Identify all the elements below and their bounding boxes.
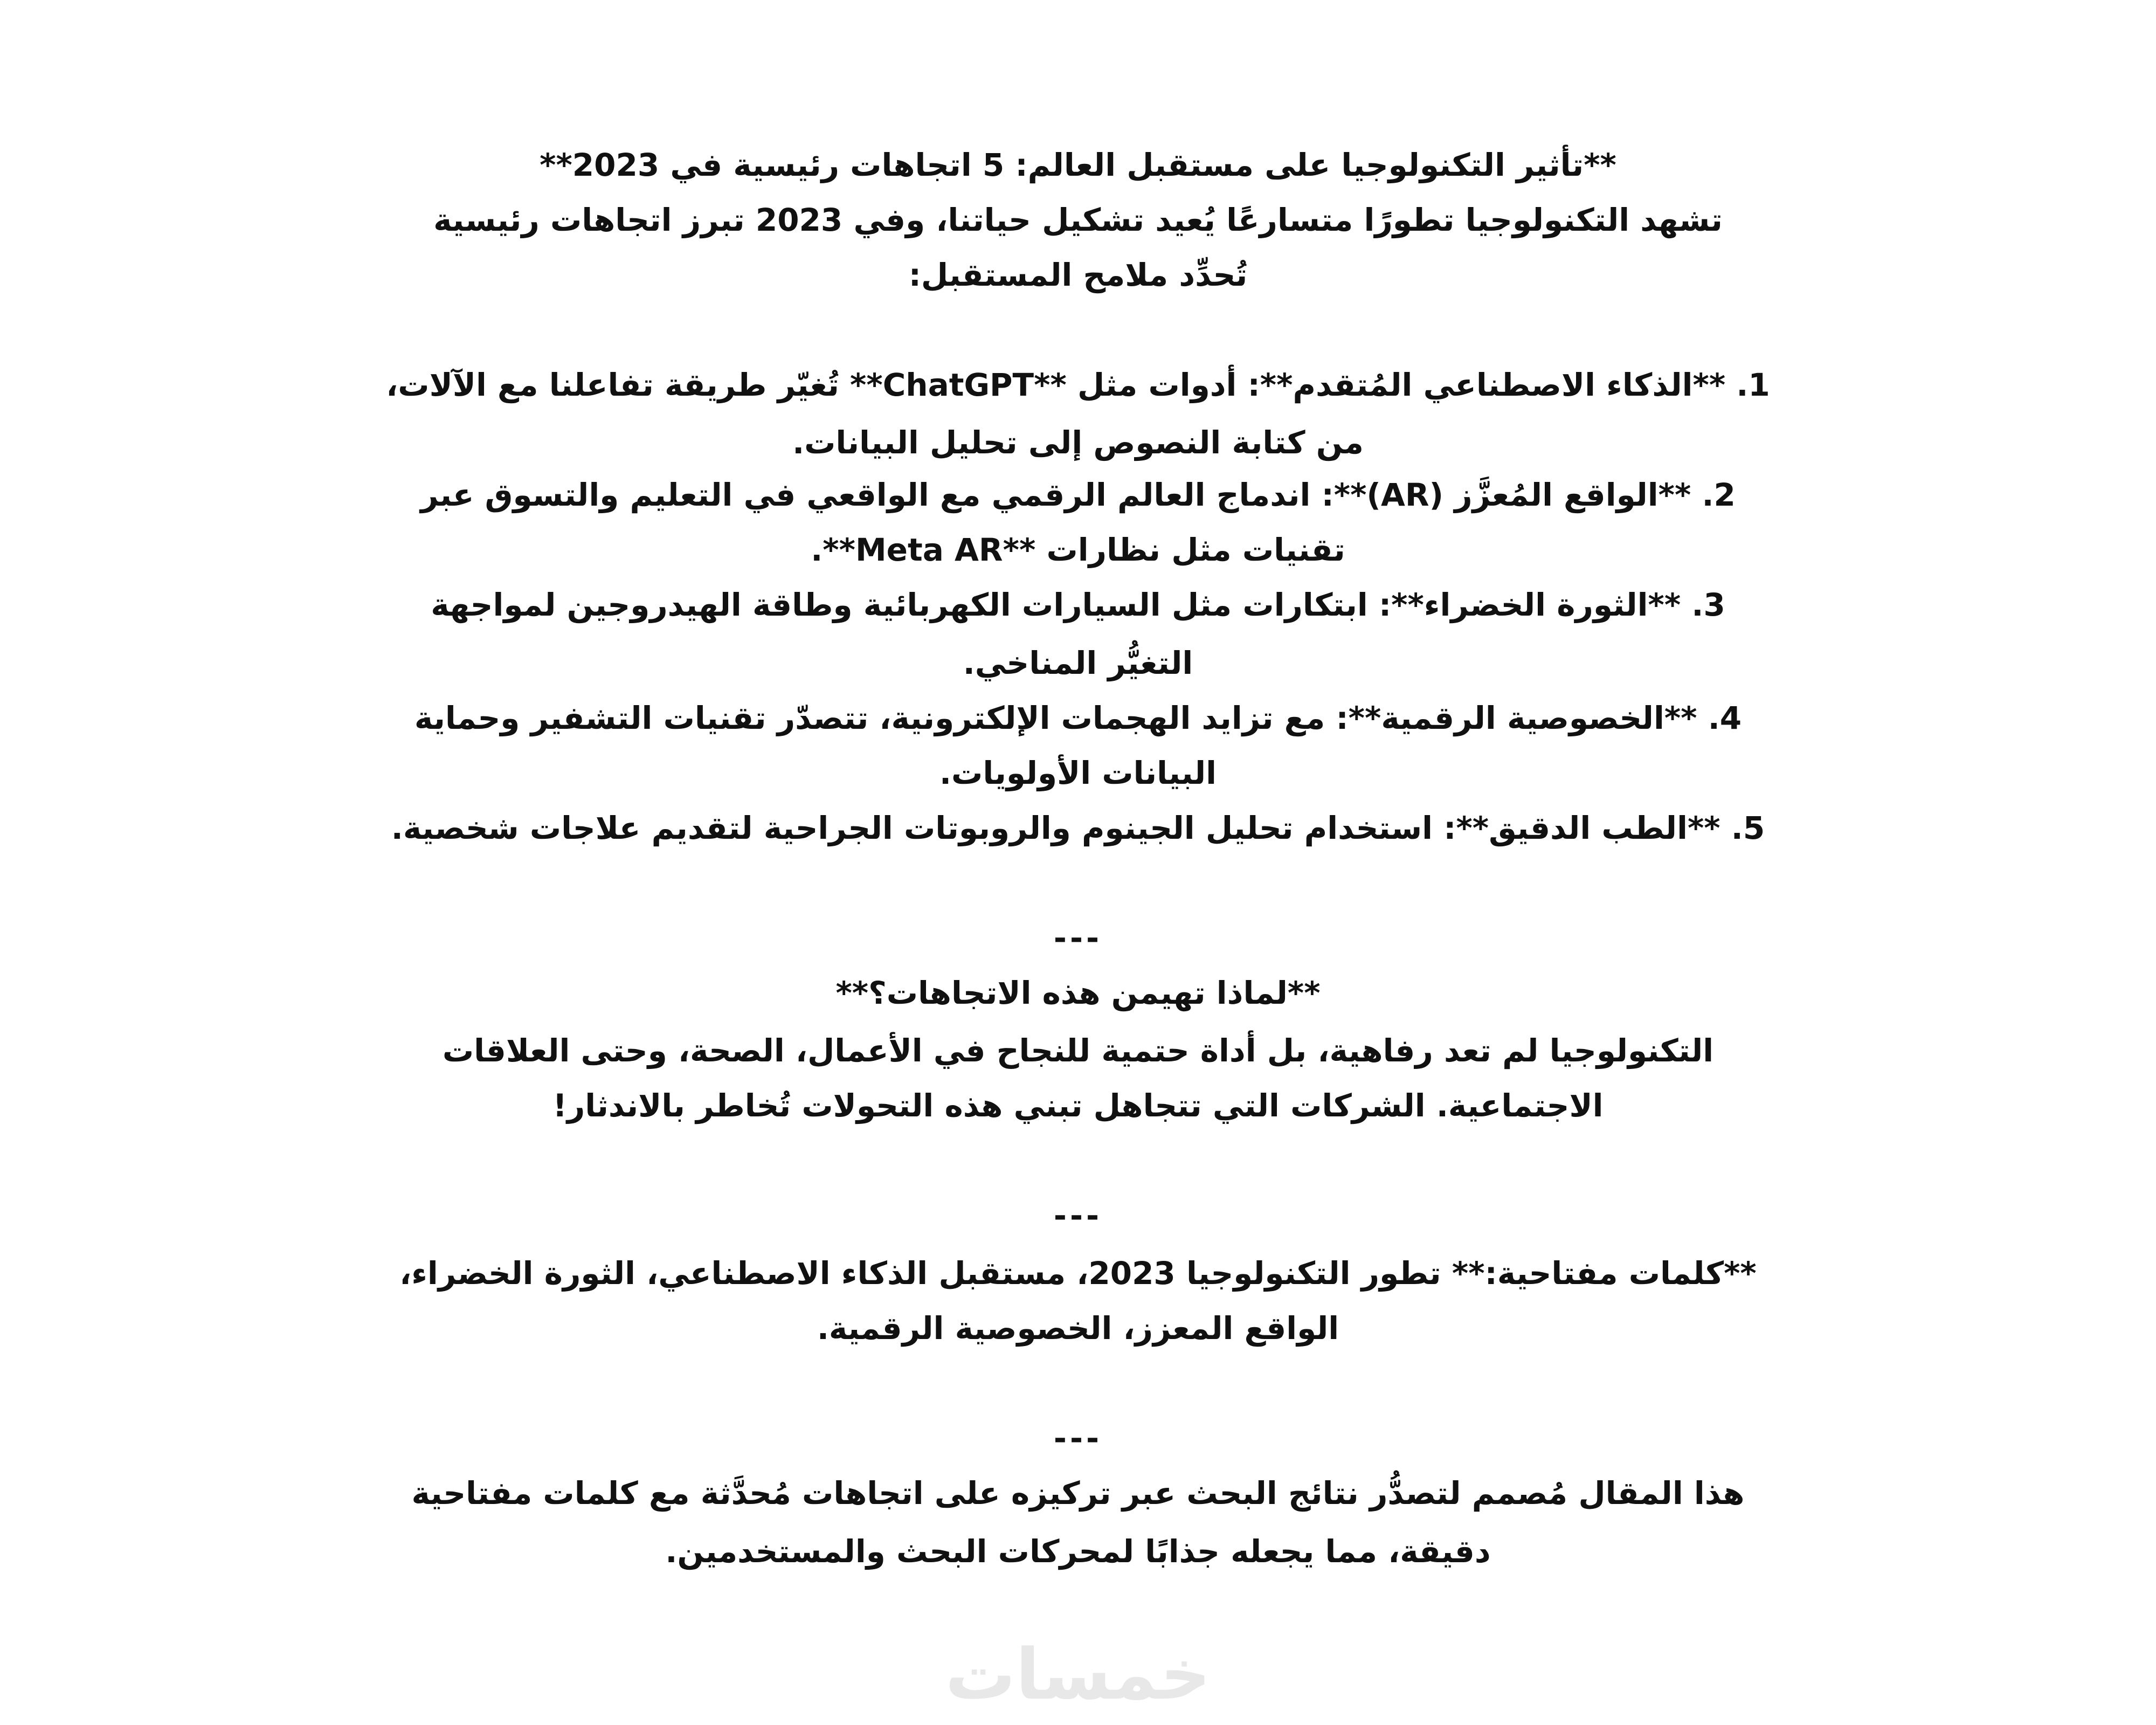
list-item-1: 1. **الذكاء الاصطناعي المُتقدم**: أدوات مثل **ChatGPT** تُغيّر طريقة تفاعلنا مع الآلات، (386, 367, 1770, 403)
list-item-4: 4. **الخصوصية الرقمية**: مع تزايد الهجمات الإلكترونية، تتصدّر تقنيات التشفير وحماية (414, 700, 1742, 736)
intro-line: تُحدِّد ملامح المستقبل: (908, 257, 1248, 293)
why-body-line: الاجتماعية. الشركات التي تتجاهل تبني هذه التحولات تُخاطر بالاندثار! (552, 1087, 1604, 1124)
keywords-line: **كلمات مفتاحية:** تطور التكنولوجيا 2023، مستقبل الذكاء الاصطناعي، الثورة الخضراء، (399, 1255, 1757, 1292)
list-item-2: 2. **الواقع المُعزَّز (AR)**: اندماج العالم الرقمي مع الواقعي في التعليم والتسوق عبر (420, 477, 1736, 513)
separator: --- (1053, 1420, 1103, 1457)
keywords-line: الواقع المعزز، الخصوصية الرقمية. (817, 1310, 1339, 1347)
list-item-4-cont: البيانات الأولويات. (939, 755, 1217, 791)
list-item-3: 3. **الثورة الخضراء**: ابتكارات مثل السيارات الكهربائية وطاقة الهيدروجين لمواجهة (431, 586, 1725, 623)
closing-line: هذا المقال مُصمم لتصدُّر نتائج البحث عبر تركيزه على اتجاهات مُحدَّثة مع كلمات مفتاحية (411, 1475, 1745, 1512)
intro-line: تشهد التكنولوجيا تطورًا متسارعًا يُعيد تشكيل حياتنا، وفي 2023 تبرز اتجاهات رئيسية (433, 202, 1723, 238)
list-item-2-cont: تقنيات مثل نظارات **Meta AR**. (811, 532, 1345, 568)
why-heading: **لماذا تهيمن هذه الاتجاهات؟** (835, 975, 1321, 1011)
separator: --- (1053, 920, 1103, 956)
article-title: **تأثير التكنولوجيا على مستقبل العالم: 5 اتجاهات رئيسية في 2023** (540, 147, 1616, 183)
closing-line: دقيقة، مما يجعله جذابًا لمحركات البحث والمستخدمين. (665, 1533, 1491, 1570)
why-body-line: التكنولوجيا لم تعد رفاهية، بل أداة حتمية للنجاح في الأعمال، الصحة، وحتى العلاقات (442, 1032, 1714, 1069)
list-item-3-cont: التغيُّر المناخي. (963, 645, 1193, 681)
watermark-logo: خمسات (945, 1633, 1211, 1715)
separator: --- (1053, 1197, 1103, 1234)
list-item-5: 5. **الطب الدقيق**: استخدام تحليل الجينوم والروبوتات الجراحية لتقديم علاجات شخصية. (391, 810, 1765, 846)
list-item-1-cont: من كتابة النصوص إلى تحليل البيانات. (792, 424, 1364, 461)
